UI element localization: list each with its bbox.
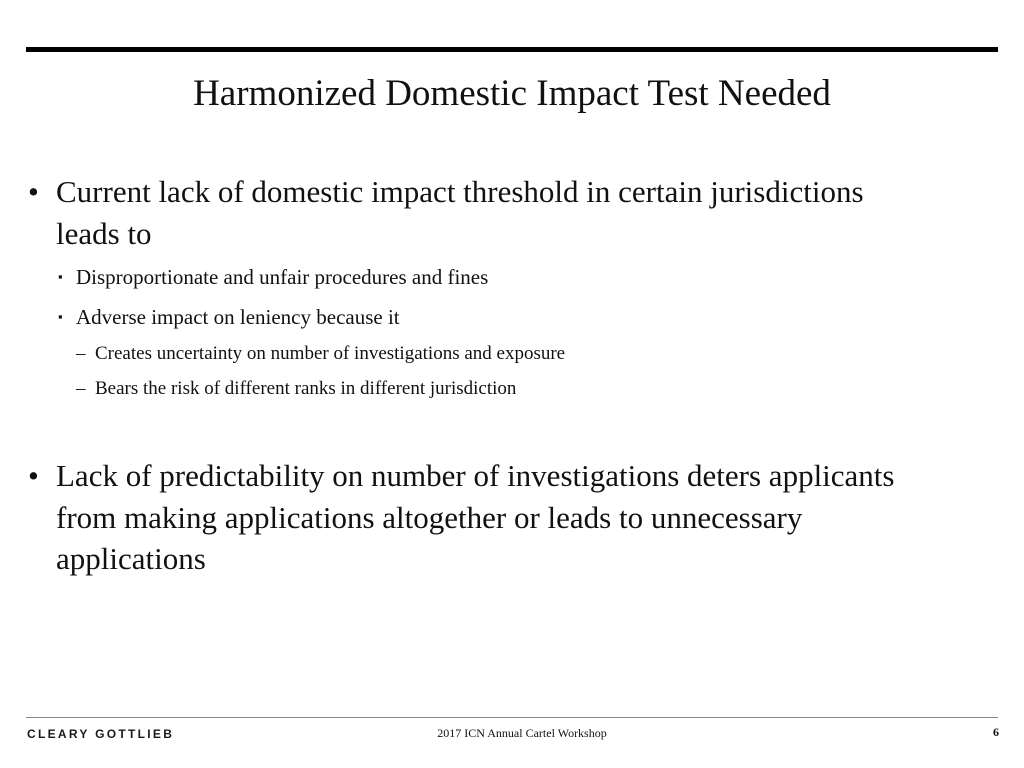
sub-bullet-2-text: Adverse impact on leniency because it [76,305,400,329]
bullet-2-mark: • [28,458,39,493]
bullet-1-line-1: Current lack of domestic impact threshold in certain jurisdictions [56,174,864,209]
sub-sub-bullet-1 [76,342,565,366]
footer-rule [26,717,998,718]
bullet-1-mark: • [28,174,39,209]
sub-sub-bullet-2-mark: – [76,378,86,399]
bullet-2-line-3: applications [56,541,206,576]
bullet-1-line-2: leads to [56,216,152,251]
sub-sub-bullet-2-text: Bears the risk of different ranks in different jurisdiction [95,378,517,399]
sub-bullet-1-text: Disproportionate and unfair procedures and fines [76,265,489,289]
footer-event-name: 2017 ICN Annual Cartel Workshop [437,726,607,740]
cleary-gottlieb-logo: CLEARY GOTTLIEB [27,727,175,741]
bullet-2-line-1: Lack of predictability on number of investigations deters applicants [56,458,895,493]
sub-bullet-2 [58,304,400,330]
sub-bullet-1 [58,264,488,290]
top-rule [26,47,998,52]
page-number: 6 [993,725,999,739]
sub-sub-bullet-2 [76,377,516,401]
bullet-2-line-2: from making applications altogether or leads to unnecessary [56,500,803,535]
sub-sub-bullet-1-text: Creates uncertainty on number of investigations and exposure [95,343,566,364]
slide-title: Harmonized Domestic Impact Test Needed [193,73,831,114]
sub-bullet-1-mark: ▪ [58,269,63,284]
sub-bullet-2-mark: ▪ [58,309,63,324]
sub-sub-bullet-1-mark: – [76,343,86,364]
